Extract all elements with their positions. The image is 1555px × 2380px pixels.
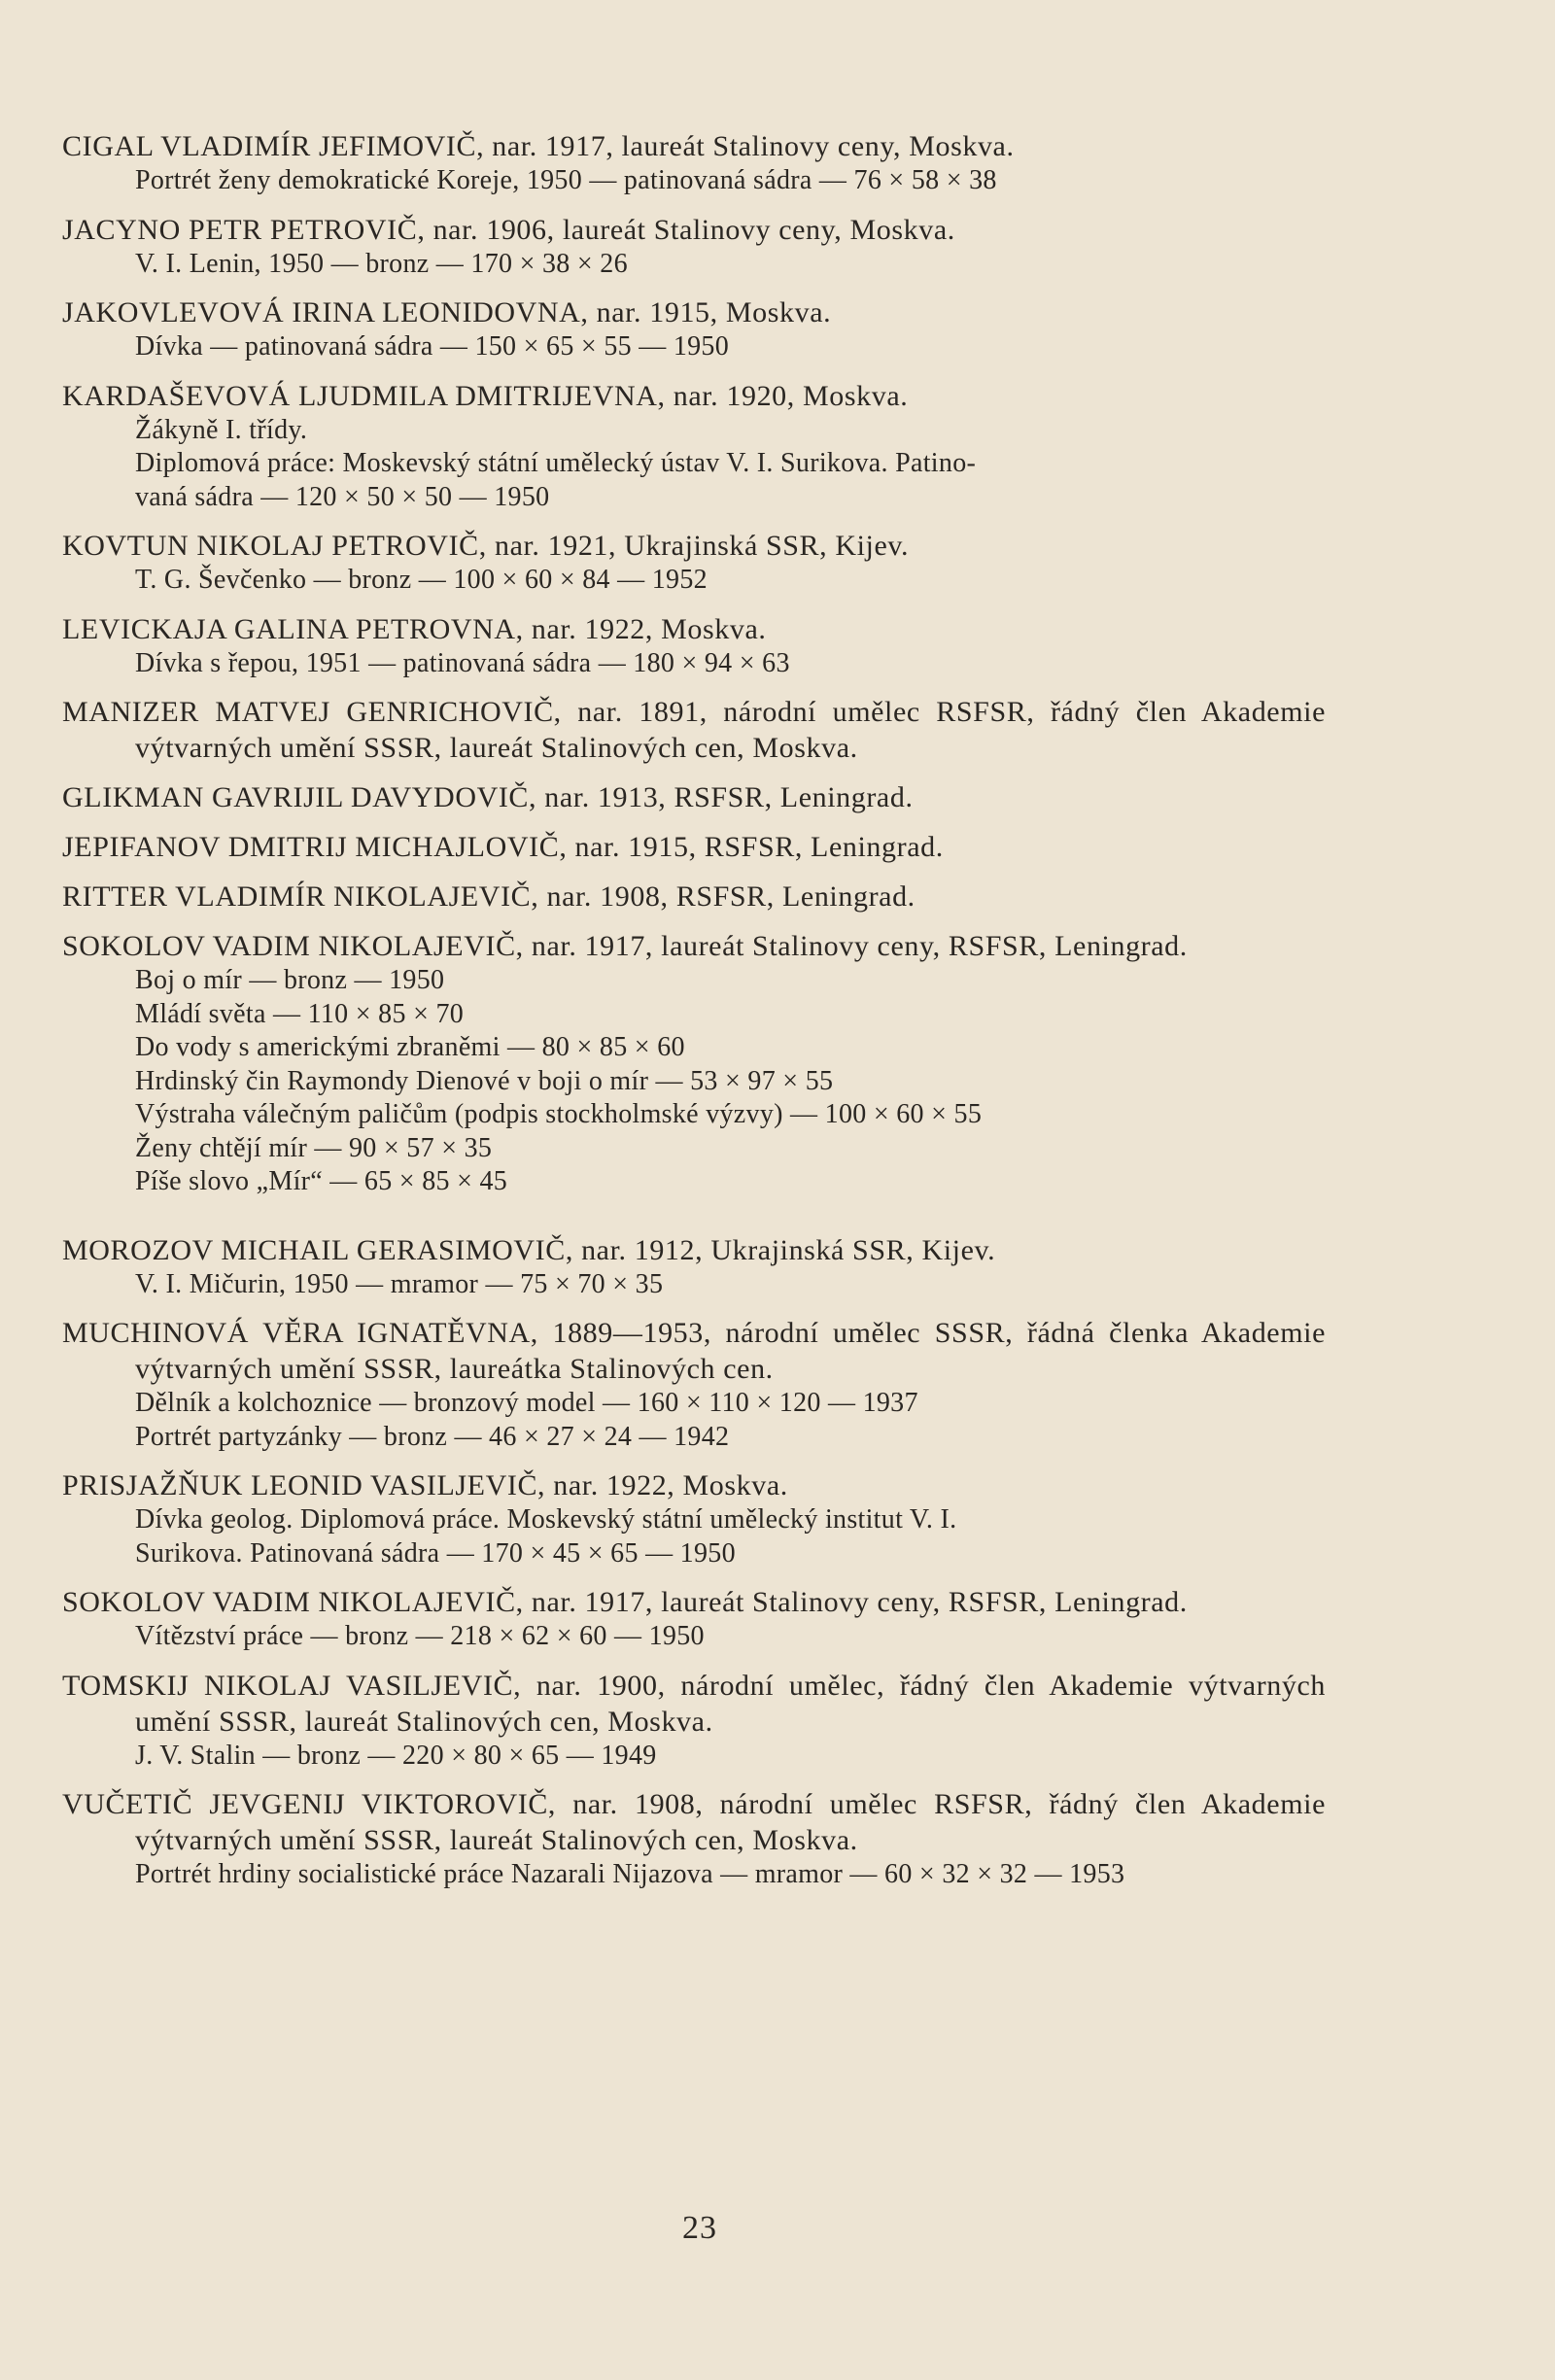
artist-entry: [62, 1668, 1326, 1774]
artist-heading: RITTER VLADIMÍR NIKOLAJEVIČ, nar. 1908, RSFSR, Leningrad.: [62, 880, 916, 913]
artist-heading: SOKOLOV VADIM NIKOLAJEVIČ, nar. 1917, laureát Stalinovy ceny, RSFSR, Leningrad.: [62, 1586, 1188, 1618]
artist-entry: [62, 128, 1326, 198]
artist-entry: [62, 528, 1326, 598]
artist-heading: MANIZER MATVEJ GENRICHOVIČ, nar. 1891, národní umělec RSFSR, řádný člen Akademie výtvarných umění SSSR, laureát Stalinových cen, Moskva.: [62, 696, 1326, 764]
artist-heading: JACYNO PETR PETROVIČ, nar. 1906, laureát Stalinovy ceny, Moskva.: [62, 213, 955, 246]
artwork-line: Hrdinský čin Raymondy Dienové v boji o mír — 53 × 97 × 55: [135, 1065, 834, 1096]
artwork-line: Píše slovo „Mír“ — 65 × 85 × 45: [135, 1166, 508, 1196]
artwork-line: Do vody s americkými zbraněmi — 80 × 85 × 60: [135, 1032, 685, 1062]
artist-entry: [62, 294, 1326, 364]
artwork-line: V. I. Mičurin, 1950 — mramor — 75 × 70 × 35: [135, 1268, 664, 1299]
artist-entry: [62, 611, 1326, 681]
artist-entry: [62, 879, 1326, 914]
artwork-line: Dívka geolog. Diplomová práce. Moskevský státní umělecký institut V. I.: [135, 1504, 957, 1535]
artist-entry: [62, 1232, 1326, 1302]
artist-entry: [62, 928, 1326, 1199]
artwork-line: Dělník a kolchoznice — bronzový model — 160 × 110 × 120 — 1937: [135, 1388, 918, 1418]
artist-entry: [62, 829, 1326, 865]
artist-heading: KARDAŠEVOVÁ LJUDMILA DMITRIJEVNA, nar. 1920, Moskva.: [62, 379, 909, 412]
artwork-line: V. I. Lenin, 1950 — bronz — 170 × 38 × 26: [135, 248, 628, 279]
artwork-line: Ženy chtějí mír — 90 × 57 × 35: [135, 1132, 493, 1163]
artist-entry: [62, 1315, 1326, 1454]
artist-entry: [62, 694, 1326, 766]
artist-entry: [62, 212, 1326, 282]
artist-heading: MUCHINOVÁ VĚRA IGNATĚVNA, 1889—1953, národní umělec SSSR, řádná členka Akademie výtvarných umění SSSR, laureátka Stalinových cen.: [62, 1317, 1326, 1385]
artist-entry: [62, 1467, 1326, 1570]
artwork-line: Boj o mír — bronz — 1950: [135, 965, 445, 995]
artwork-line: Výstraha válečným paličům (podpis stockholmské výzvy) — 100 × 60 × 55: [135, 1099, 983, 1129]
artist-heading: LEVICKAJA GALINA PETROVNA, nar. 1922, Moskva.: [62, 612, 767, 645]
artwork-line: vaná sádra — 120 × 50 × 50 — 1950: [135, 481, 550, 512]
artwork-line: J. V. Stalin — bronz — 220 × 80 × 65 — 1949: [135, 1740, 657, 1771]
artwork-line: Surikova. Patinovaná sádra — 170 × 45 × 65 — 1950: [135, 1537, 736, 1569]
artist-heading: JAKOVLEVOVÁ IRINA LEONIDOVNA, nar. 1915, Moskva.: [62, 296, 832, 328]
page-number: 23: [682, 2210, 717, 2246]
artist-heading: TOMSKIJ NIKOLAJ VASILJEVIČ, nar. 1900, národní umělec, řádný člen Akademie výtvarných umění SSSR, laureát Stalinových cen, Moskva.: [62, 1669, 1326, 1738]
artwork-line: Dívka — patinovaná sádra — 150 × 65 × 55 — 1950: [135, 331, 730, 362]
artist-entry: [62, 779, 1326, 815]
artwork-line: Portrét hrdiny socialistické práce Nazarali Nijazova — mramor — 60 × 32 × 32 — 1953: [135, 1859, 1125, 1889]
artist-heading: KOVTUN NIKOLAJ PETROVIČ, nar. 1921, Ukrajinská SSR, Kijev.: [62, 530, 910, 562]
artwork-line: Žákyně I. třídy.: [135, 414, 308, 445]
artwork-line: Vítězství práce — bronz — 218 × 62 × 60 — 1950: [135, 1621, 705, 1651]
artist-heading: CIGAL VLADIMÍR JEFIMOVIČ, nar. 1917, laureát Stalinovy ceny, Moskva.: [62, 130, 1015, 162]
artist-entry: [62, 378, 1326, 515]
artwork-line: Portrét partyzánky — bronz — 46 × 27 × 24 — 1942: [135, 1421, 730, 1452]
artwork-line: Diplomová práce: Moskevský státní umělecký ústav V. I. Surikova. Patino-: [135, 448, 977, 478]
artwork-line: Mládí světa — 110 × 85 × 70: [135, 998, 465, 1029]
artist-entry: [62, 1786, 1326, 1892]
artist-heading: MOROZOV MICHAIL GERASIMOVIČ, nar. 1912, Ukrajinská SSR, Kijev.: [62, 1233, 996, 1266]
artwork-line: T. G. Ševčenko — bronz — 100 × 60 × 84 — 1952: [135, 565, 708, 595]
artist-heading: JEPIFANOV DMITRIJ MICHAJLOVIČ, nar. 1915, RSFSR, Leningrad.: [62, 831, 944, 863]
catalog-page: [62, 128, 1326, 1892]
artist-heading: SOKOLOV VADIM NIKOLAJEVIČ, nar. 1917, laureát Stalinovy ceny, RSFSR, Leningrad.: [62, 930, 1188, 962]
artwork-line: Portrét ženy demokratické Koreje, 1950 — patinovaná sádra — 76 × 58 × 38: [135, 165, 997, 195]
artist-heading: VUČETIČ JEVGENIJ VIKTOROVIČ, nar. 1908, národní umělec RSFSR, řádný člen Akademie výtvarných umění SSSR, laureát Stalinových cen, Moskva.: [62, 1788, 1326, 1856]
artist-entry: [62, 1584, 1326, 1654]
artist-heading: PRISJAŽŇUK LEONID VASILJEVIČ, nar. 1922, Moskva.: [62, 1469, 788, 1501]
artwork-line: Dívka s řepou, 1951 — patinovaná sádra — 180 × 94 × 63: [135, 647, 790, 678]
artist-heading: GLIKMAN GAVRIJIL DAVYDOVIČ, nar. 1913, RSFSR, Leningrad.: [62, 781, 914, 813]
